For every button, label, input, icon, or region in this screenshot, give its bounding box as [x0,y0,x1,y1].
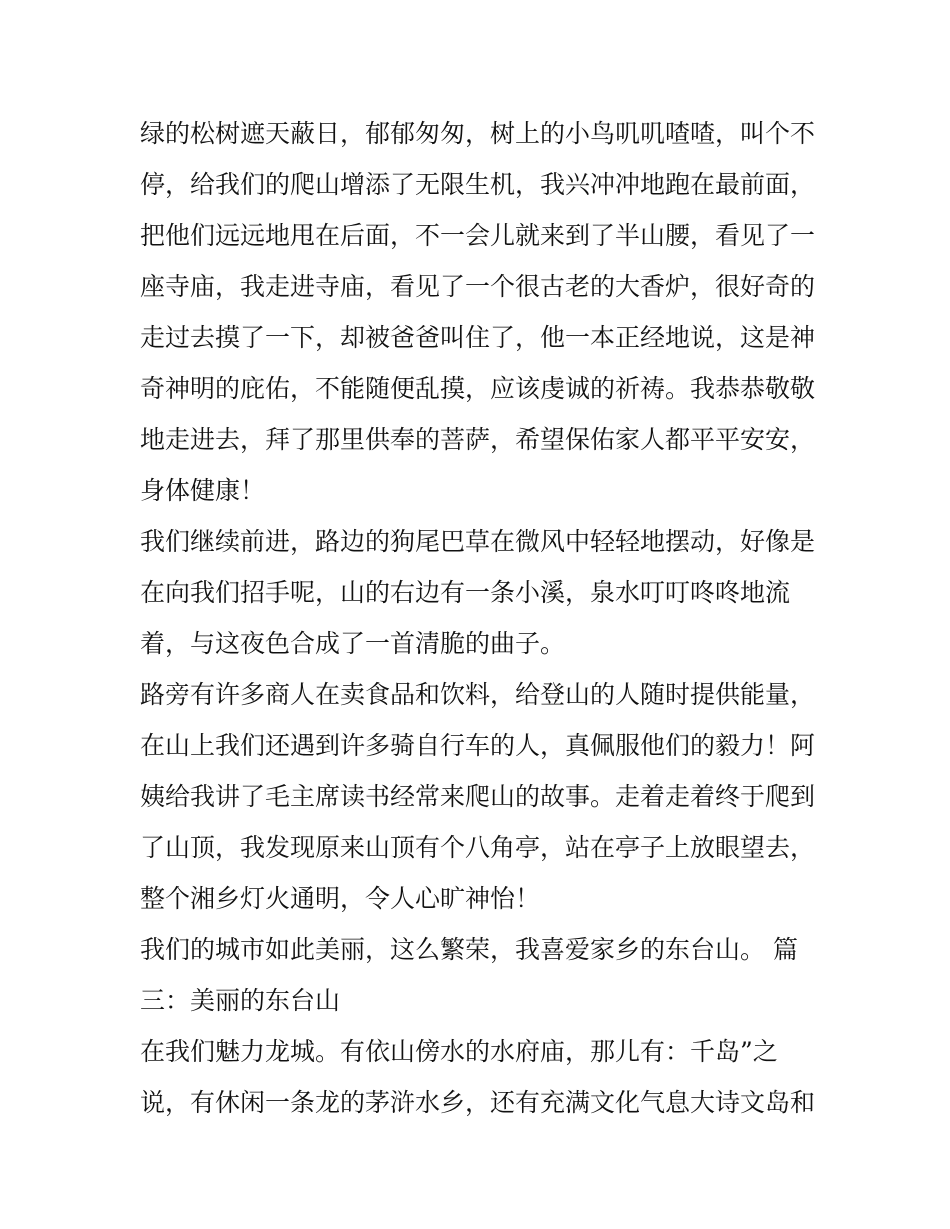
document-body [140,108,830,1128]
text-line-1: 绿的松树遮天蔽日，郁郁匆匆，树上的小鸟叽叽喳喳，叫个不 [140,119,816,148]
text-line-19: 在我们魅力龙城。有依山傍水的水府庙，那儿有：千岛”之 [140,1037,778,1066]
text-line-10: 在向我们招手呢，山的右边有一条小溪，泉水叮叮咚咚地流 [140,578,791,607]
text-line-9: 我们继续前进，路边的狗尾巴草在微风中轻轻地摆动，好像是 [140,527,816,556]
text-line-8: 身体健康！ [140,476,266,505]
text-line-16: 整个湘乡灯火通明，令人心旷神怡！ [140,884,541,913]
text-line-17: 我们的城市如此美丽，这么繁荣，我喜爱家乡的东台山。 篇 [140,935,798,964]
text-line-18: 三：美丽的东台山 [140,986,341,1015]
text-line-3: 把他们远远地甩在后面，不一会儿就来到了半山腰，看见了一 [140,221,816,250]
text-line-13: 在山上我们还遇到许多骑自行车的人，真佩服他们的毅力！阿 [140,731,816,760]
text-line-5: 走过去摸了一下，却被爸爸叫住了，他一本正经地说，这是神 [140,323,816,352]
text-line-7: 地走进去，拜了那里供奉的菩萨，希望保佑家人都平平安安， [140,425,816,454]
text-line-11: 着，与这夜色合成了一首清脆的曲子。 [140,629,566,658]
text-line-6: 奇神明的庇佑，不能随便乱摸，应该虔诚的祈祷。我恭恭敬敬 [140,374,816,403]
text-line-12: 路旁有许多商人在卖食品和饮料，给登山的人随时提供能量， [140,680,816,709]
text-line-20: 说，有休闲一条龙的茅浒水乡，还有充满文化气息大诗文岛和 [140,1088,816,1117]
text-line-4: 座寺庙，我走进寺庙，看见了一个很古老的大香炉，很好奇的 [140,272,816,301]
text-line-15: 了山顶，我发现原来山顶有个八角亭，站在亭子上放眼望去， [140,833,816,862]
text-line-14: 姨给我讲了毛主席读书经常来爬山的故事。走着走着终于爬到 [140,782,816,811]
text-line-2: 停，给我们的爬山增添了无限生机，我兴冲冲地跑在最前面， [140,170,816,199]
